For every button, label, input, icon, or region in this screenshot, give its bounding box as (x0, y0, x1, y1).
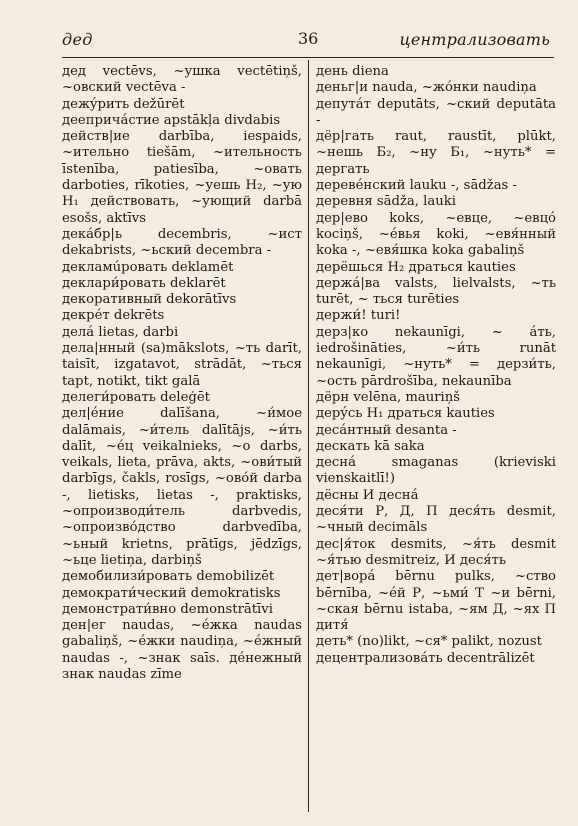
page-number: 36 (298, 29, 319, 48)
dictionary-entry: деревня sādža, lauki (316, 194, 456, 210)
dictionary-entry: делеги́ровать deleģēt (62, 389, 210, 405)
header-rule (62, 57, 554, 58)
dictionary-entry: десáнтный desanta - (316, 422, 457, 438)
dictionary-entry: декáбр|ь decembris, ~ист dekabrists, ~ьский decembra - (62, 226, 302, 259)
dictionary-entry: декрéт dekrēts (62, 308, 165, 324)
dictionary-entry: дёр|гать raut, raustīt, plūkt, ~нешь Б₂, ~ну Б₁, ~нуть* = дергать (316, 129, 556, 177)
dictionary-entry: дёсны И деснá (316, 487, 419, 503)
dictionary-entry: деся́ти Р, Д, П деся́ть desmit, ~чный decimāls (316, 504, 556, 536)
header-first-word: дед (62, 30, 93, 49)
dictionary-entry: дер|ево koks, ~евце, ~евцó kociņš, ~éвья koki, ~евя́нный koka -, ~евя́шка koka gabaliņš (316, 210, 556, 259)
dictionary-entry: демобилизи́ровать demobilizēt (62, 569, 275, 585)
page-header (0, 30, 578, 56)
dictionary-entry: дерýсь H₁ драться kauties (316, 406, 495, 422)
dictionary-entry: депутáт deputāts, ~ский deputāta - (316, 96, 556, 128)
dictionary-entry: дел|éние dalīšana, ~и́мое dalāmais, ~и́тель dalītājs, ~и́ть dalīt, ~éц veikalnieks, ~о darbs, veikals, lieta, prāva, akts, ~ови́тый darbīgs, čakls, rosīgs, ~ово́й darba -, lietisks, lietas -, praktisks, ~опроизводи́тель darbvedis, ~опроизво́дство darbvedība, ~ьный krietns, prātīgs, jēdzīgs, ~ьце lietiņa, darbiņš (62, 406, 302, 568)
header-last-word: централизовать (399, 30, 550, 49)
dictionary-entry: действ|ие darbība, iespaids, ~ительно tiešām, ~ительность īstenība, patiesība, ~овать darboties, rīkoties, ~уешь H₂, ~ую H₁ действовать, ~ующий darbā esošs, aktīvs (62, 129, 302, 226)
dictionary-entry: деньг|и nauda, ~жóнки naudiņa (316, 80, 537, 96)
dictionary-entry: дескать kā saka (316, 438, 425, 454)
dictionary-entry: дёрн velēna, mauriņš (316, 389, 461, 405)
dictionary-entry: деклари́ровать deklarēt (62, 275, 226, 291)
dictionary-entry: ден|ег naudas, ~éжка naudas gabaliņš, ~éжки naudiņa, ~éжный naudas -, ~знак saīs. дéнежный знак naudas zīme (62, 618, 302, 682)
dictionary-entry: держи́! turi! (316, 308, 401, 324)
dictionary-entry: деепричáстие apstākļa divdabis (62, 112, 281, 128)
dictionary-entry: демократи́ческий demokratisks (62, 585, 281, 601)
dictionary-entry: деревéнский lauku -, sādžas - (316, 178, 517, 194)
dictionary-entry: дела|нный (sa)mākslots, ~ть darīt, taisīt, izgatavot, strādāt, ~ться tapt, notikt, tikt galā (62, 341, 302, 389)
dictionary-entry: деть* (no)likt, ~ся* palikt, nozust (316, 634, 542, 650)
dictionary-entry: дерз|ко nekaunīgi, ~ áть, iedrošināties, ~и́ть runāt nekaunīgi, ~нуть* = дерзи́ть, ~ость pārdrošība, nekaunība (316, 324, 556, 389)
dictionary-entry: дежýрить dežūrēt (62, 96, 185, 112)
dictionary-entry: дес|я́ток desmits, ~я́ть desmit ~я́тью desmitreiz, И деся́ть (316, 536, 556, 568)
dictionary-entry: день diena (316, 64, 389, 79)
dictionary-entry: декоративный dekorātīvs (62, 292, 237, 308)
left-column (62, 64, 302, 683)
dictionary-entry: декламúровать deklamēt (62, 259, 234, 275)
dictionary-entry: дет|ворá bērnu pulks, ~ство bērnība, ~éй Р, ~ьми́ Т ~и bērni, ~ская bērnu istaba, ~ям Д, ~ях П дитя́ (316, 569, 556, 634)
dictionary-entry: дед vectēvs, ~ушка vectētiņš, ~овский vectēva - (62, 64, 302, 96)
dictionary-entry: демонстрати́вно demonstrātīvi (62, 601, 273, 617)
dictionary-entry: децентрализовáть decentrālizēt (316, 650, 535, 666)
column-divider (308, 60, 309, 812)
dictionary-entry: дерёшься H₂ драться kauties (316, 259, 516, 275)
dictionary-entry: держá|ва valsts, lielvalsts, ~ть turēt, ~ ться turēties (316, 275, 556, 308)
right-column (316, 64, 556, 667)
dictionary-entry: деснá smaganas (krieviski vienskaitlī!) (316, 455, 556, 487)
dictionary-entry: делá lietas, darbi (62, 324, 179, 340)
